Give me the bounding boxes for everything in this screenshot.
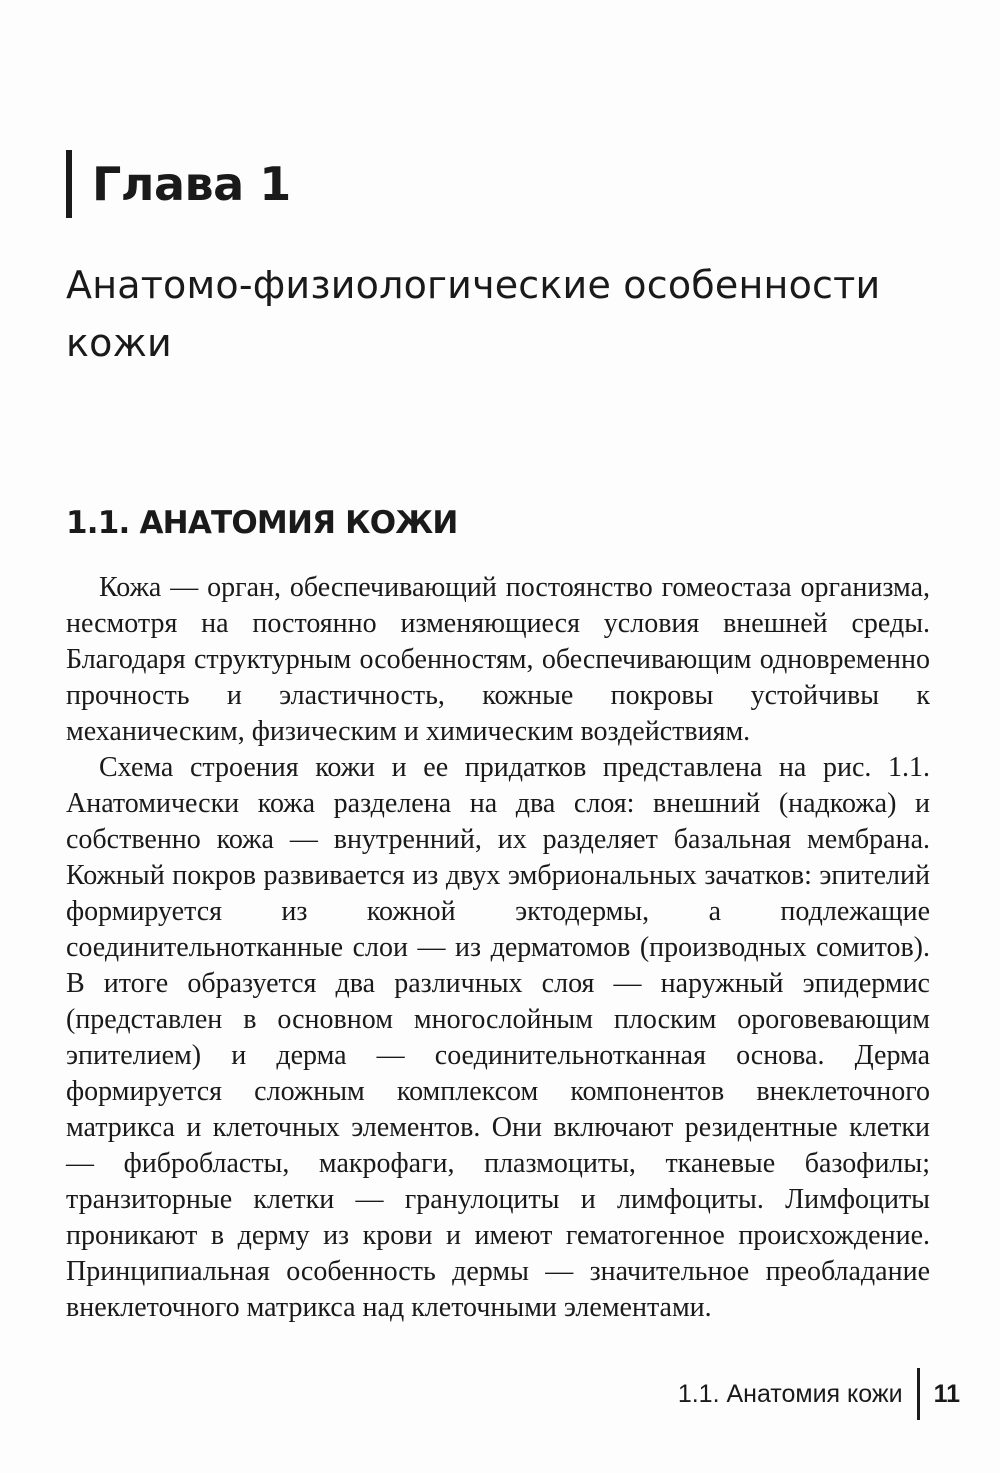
footer-section-title: 1.1. Анатомия кожи bbox=[677, 1379, 903, 1408]
chapter-marker-bar bbox=[66, 150, 72, 218]
running-footer bbox=[678, 1368, 960, 1420]
body-text bbox=[66, 570, 930, 1326]
section-heading: 1.1. АНАТОМИЯ КОЖИ bbox=[66, 505, 458, 541]
chapter-title: Анатомо-физиологические особенности кожи bbox=[66, 263, 881, 365]
paragraph: Кожа — орган, обеспечивающий постоянство гомеостаза организма, несмотря на постоянно изменяющиеся условия внешней среды. Благодаря структурным особенностям, обеспечивающим одновременно прочность и эластичность, кожные покровы устойчивы к механическим, физическим и химическим воздействиям. bbox=[66, 572, 930, 747]
chapter-label: Глава 1 bbox=[92, 157, 291, 211]
paragraph: Схема строения кожи и ее придатков представлена на рис. 1.1. Анатомически кожа разделена на два слоя: внешний (надкожа) и собственно кожа — внутренний, их разделяет базальная мембрана. Кожный покров развивается из двух эмбриональных зачатков: эпителий формируется из кожной эктодермы, а подлежащие соединительнотканные слои — из дерматомов (производных сомитов). В итоге образуется два различных слоя — наружный эпидермис (представлен в основном многослойным плоским ороговевающим эпителием) и дерма — соединительнотканная основа. Дерма формируется сложным комплексом компонентов внеклеточного матрикса и клеточных элементов. Они включают резидентные клетки — фибробласты, макрофаги, плазмоциты, тканевые базофилы; транзиторные клетки — гранулоциты и лимфоциты. Лимфоциты проникают в дерму из крови и имеют гематогенное происхождение. Принципиальная особенность дермы — значительное преобладание внеклеточного матрикса над клеточными элементами. bbox=[66, 752, 930, 1323]
page-number: 11 bbox=[933, 1379, 960, 1408]
